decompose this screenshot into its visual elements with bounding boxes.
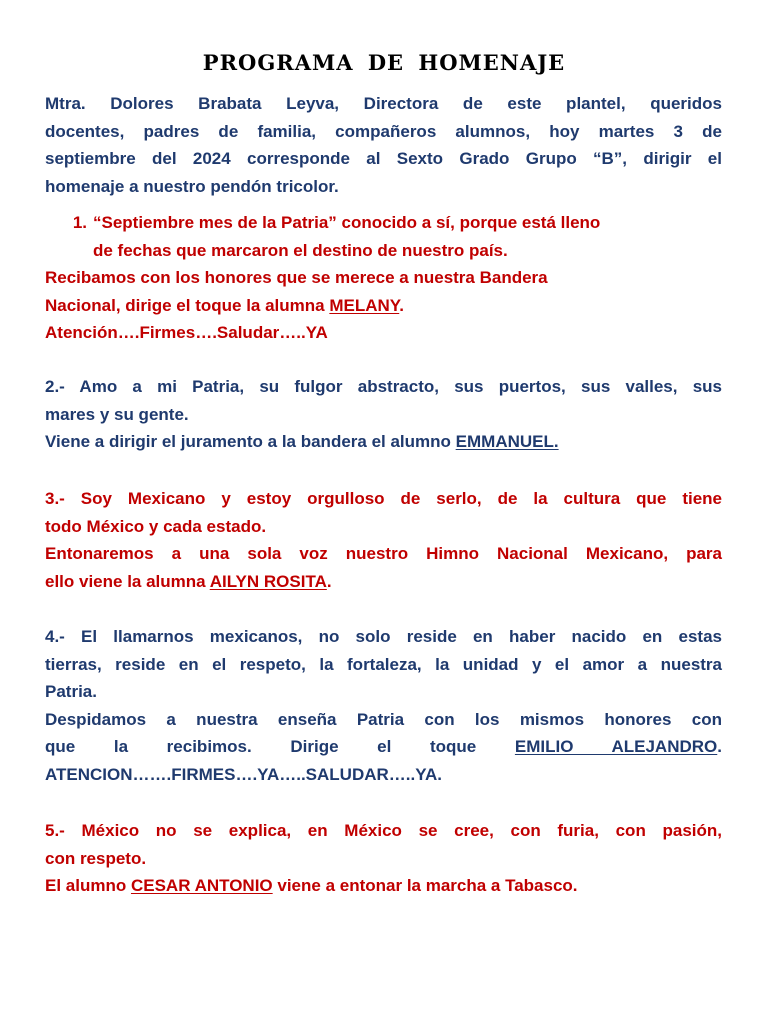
item-2-line-2: mares y su gente. <box>45 404 189 424</box>
item-5-line-3 <box>45 872 722 900</box>
item-5-line-1: 5.- México no se explica, en México se cree, con furia, con pasión, <box>45 821 722 840</box>
item-4-line-3: Patria. <box>45 682 97 701</box>
item-5-line-3-text: El alumno <box>45 876 131 895</box>
item-1-line-4-end: . <box>399 295 404 315</box>
item-1-line-3: Recibamos con los honores que se merece a nuestra Bandera <box>45 268 548 287</box>
item-2-line-1: 2.- Amo a mi Patria, su fulgor abstracto, sus puertos, sus valles, sus <box>45 377 722 396</box>
intro-line-2: docentes, padres de familia, compañeros alumnos, hoy martes 3 de <box>45 121 722 141</box>
item-2-line-3 <box>45 428 722 456</box>
intro-line-4: homenaje a nuestro pendón tricolor. <box>45 176 339 196</box>
student-name-emmanuel: EMMANUEL. <box>455 432 559 451</box>
item-2-line-3-text: Viene a dirigir el juramento a la bandera el alumno <box>45 432 456 451</box>
item-1-number: 1. <box>72 213 87 232</box>
item-3-line-1: 3.- Soy Mexicano y estoy orgulloso de serlo, de la cultura que tiene <box>45 489 722 508</box>
item-5 <box>45 817 722 900</box>
intro-line-3: septiembre del 2024 corresponde al Sexto Grado Grupo “B”, dirigir el <box>45 149 722 168</box>
item-1-line-2: de fechas que marcaron el destino de nuestro país. <box>93 240 508 260</box>
item-4-line-5 <box>45 733 722 761</box>
item-3-line-4-text: ello viene la alumna <box>45 571 210 591</box>
item-1 <box>45 209 722 347</box>
intro-line-1: Mtra. Dolores Brabata Leyva, Directora de este plantel, queridos <box>45 94 722 113</box>
item-1-line-1-text: “Septiembre mes de la Patria” conocido a sí, porque está lleno <box>93 213 601 232</box>
item-1-line-1 <box>45 209 722 237</box>
student-name-emilio-alejandro: EMILIO ALEJANDRO <box>514 737 718 756</box>
item-2 <box>45 373 722 456</box>
intro-paragraph <box>45 90 722 200</box>
item-4-line-4: Despidamos a nuestra enseña Patria con los mismos honores con <box>45 709 722 729</box>
page-title: PROGRAMA DE HOMENAJE <box>202 50 566 75</box>
item-4-line-2: tierras, reside en el respeto, la fortaleza, la unidad y el amor a nuestra <box>45 654 722 674</box>
student-name-ailyn-rosita: AILYN ROSITA <box>209 571 327 591</box>
item-4-line-5-text: que la recibimos. Dirige el toque <box>45 737 515 756</box>
item-4 <box>45 623 722 788</box>
item-5-line-2: con respeto. <box>45 848 147 868</box>
item-4-line-5-end: . <box>717 737 722 756</box>
item-3-line-3: Entonaremos a una sola voz nuestro Himno Nacional Mexicano, para <box>45 544 722 563</box>
item-1-line-4 <box>45 292 722 320</box>
item-3-line-4 <box>45 568 722 596</box>
item-3-line-2: todo México y cada estado. <box>45 516 267 536</box>
item-1-line-5: Atención….Firmes….Saludar…..YA <box>45 323 328 342</box>
item-4-line-6: ATENCION…….FIRMES….YA…..SALUDAR…..YA. <box>45 764 443 784</box>
item-1-line-4-text: Nacional, dirige el toque la alumna <box>45 295 330 315</box>
item-3 <box>45 485 722 595</box>
student-name-melany: MELANY <box>329 295 400 315</box>
item-4-line-1: 4.- El llamarnos mexicanos, no solo reside en haber nacido en estas <box>45 627 722 646</box>
item-3-line-4-end: . <box>326 571 332 591</box>
item-5-line-3-end: viene a entonar la marcha a Tabasco. <box>272 876 578 895</box>
student-name-cesar-antonio: CESAR ANTONIO <box>130 876 273 895</box>
